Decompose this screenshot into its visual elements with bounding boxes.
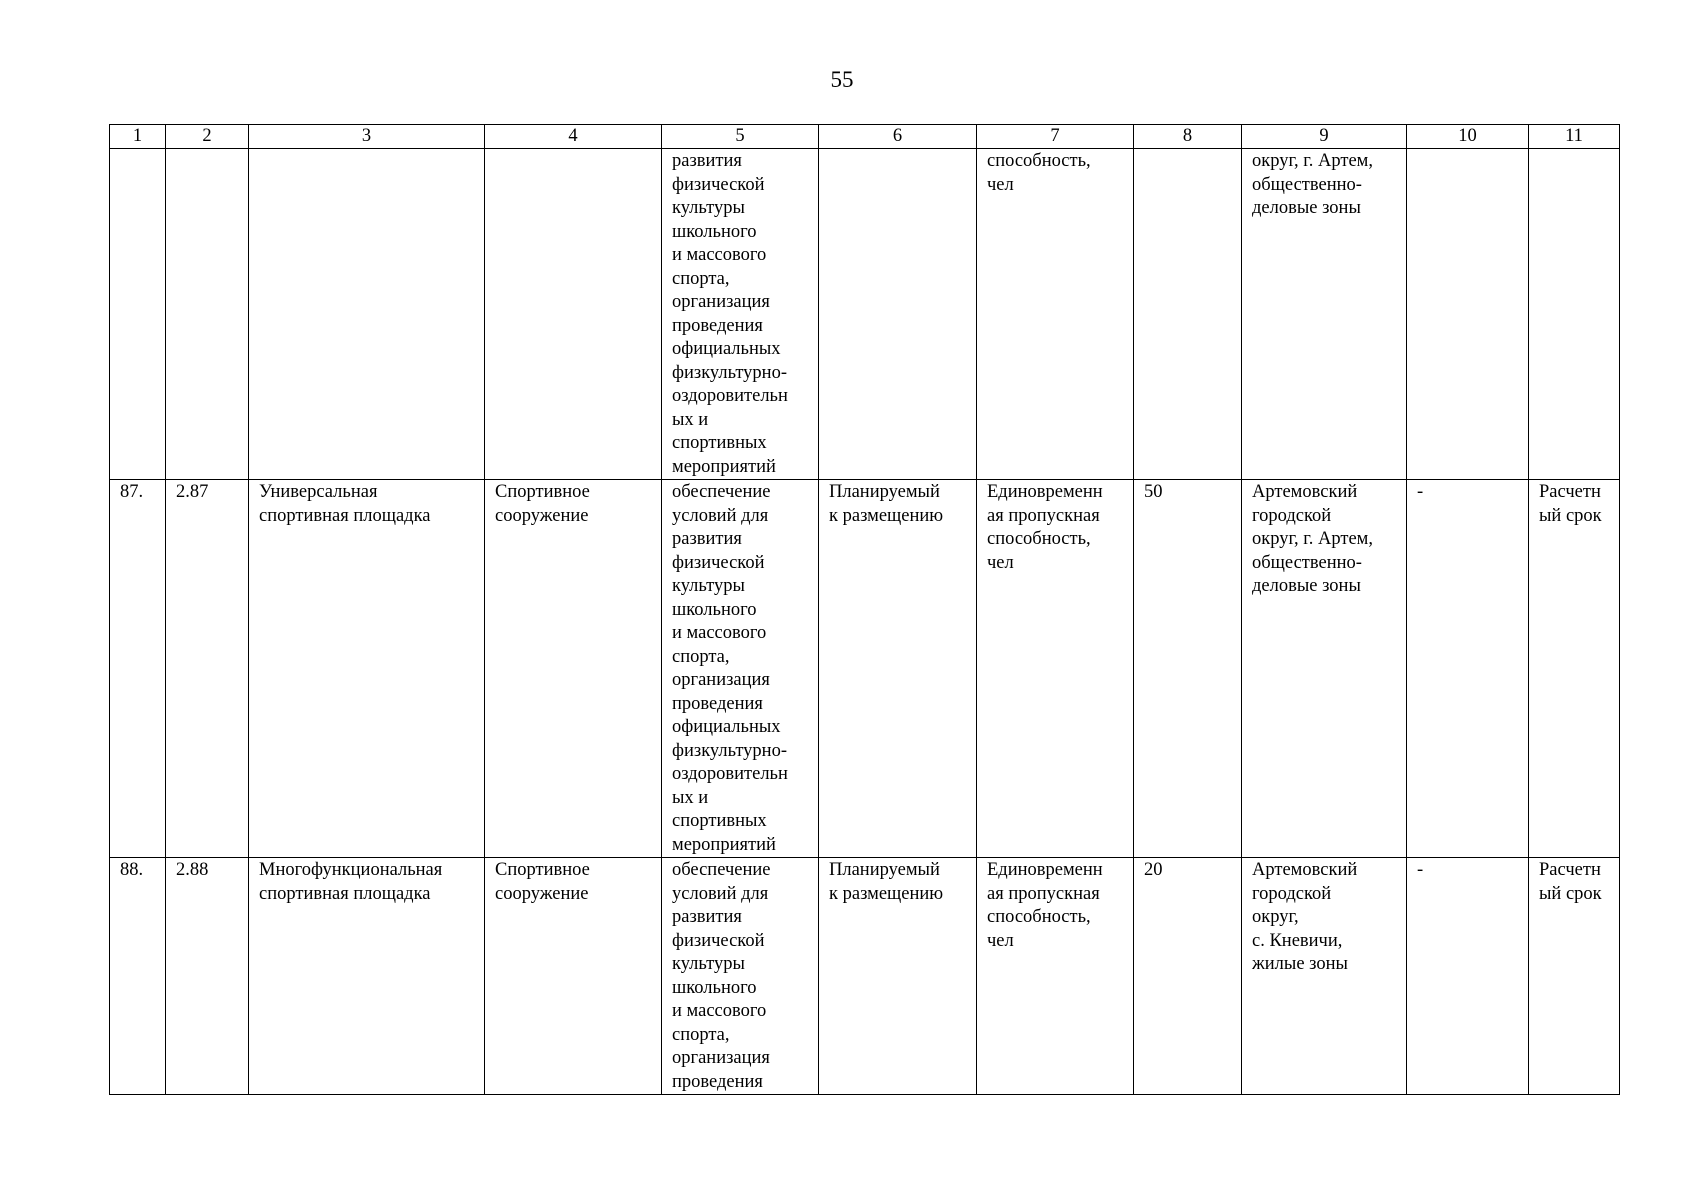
column-header: 2 [166,125,249,149]
cell-name: Многофункциональная спортивная площадка [249,858,485,1095]
cell-term: Расчетн ый срок [1529,480,1620,858]
table-header [110,125,1620,149]
cell-value: 20 [1134,858,1242,1095]
column-header: 5 [662,125,819,149]
cell-characteristic: способность, чел [977,149,1134,480]
cell-name: Универсальная спортивная площадка [249,480,485,858]
cell-purpose: обеспечение условий для развития физической культуры школьного и массового спорта, организация проведения официальных физкультурно- оздоровительн ых и спортивных мероприятий [662,480,819,858]
cell-zone [1407,149,1529,480]
cell-location: Артемовский городской округ, с. Кневичи, жилые зоны [1242,858,1407,1095]
column-header: 11 [1529,125,1620,149]
header-row [110,125,1620,149]
table-row [110,480,1620,858]
cell-number: 87. [110,480,166,858]
cell-status: Планируемый к размещению [819,858,977,1095]
cell-term: Расчетн ый срок [1529,858,1620,1095]
cell-code: 2.87 [166,480,249,858]
cell-number: 88. [110,858,166,1095]
cell-purpose: развития физической культуры школьного и массового спорта, организация проведения официальных физкультурно- оздоровительн ых и спортивных мероприятий [662,149,819,480]
cell-name [249,149,485,480]
cell-location: Артемовский городской округ, г. Артем, общественно- деловые зоны [1242,480,1407,858]
page-number: 55 [830,67,854,92]
cell-status [819,149,977,480]
column-header: 8 [1134,125,1242,149]
cell-term [1529,149,1620,480]
cell-code [166,149,249,480]
cell-value: 50 [1134,480,1242,858]
cell-purpose: обеспечение условий для развития физической культуры школьного и массового спорта, организация проведения [662,858,819,1095]
cell-status: Планируемый к размещению [819,480,977,858]
cell-zone: - [1407,858,1529,1095]
cell-characteristic: Единовременн ая пропускная способность, чел [977,480,1134,858]
cell-location: округ, г. Артем, общественно- деловые зоны [1242,149,1407,480]
table-row-continued [110,149,1620,480]
cell-type [485,149,662,480]
cell-code: 2.88 [166,858,249,1095]
cell-characteristic: Единовременн ая пропускная способность, чел [977,858,1134,1095]
cell-value [1134,149,1242,480]
cell-number [110,149,166,480]
column-header: 9 [1242,125,1407,149]
table-row [110,858,1620,1095]
cell-type: Спортивное сооружение [485,480,662,858]
column-header: 10 [1407,125,1529,149]
data-table [109,124,1620,1095]
column-header: 3 [249,125,485,149]
cell-zone: - [1407,480,1529,858]
column-header: 4 [485,125,662,149]
column-header: 7 [977,125,1134,149]
column-header: 6 [819,125,977,149]
cell-type: Спортивное сооружение [485,858,662,1095]
column-header: 1 [110,125,166,149]
